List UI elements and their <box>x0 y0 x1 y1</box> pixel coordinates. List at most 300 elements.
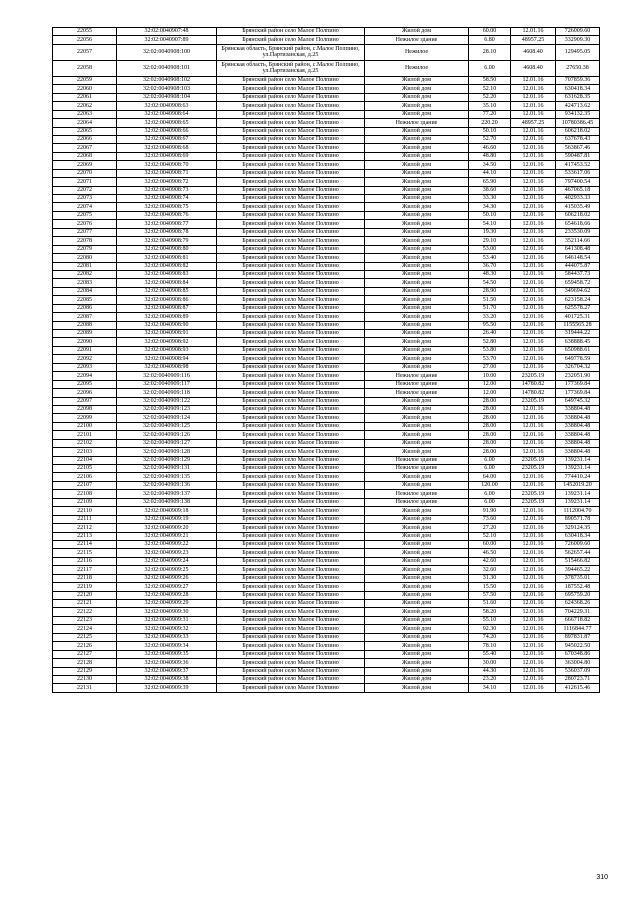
rate-cell: 12.01.16 <box>511 102 556 110</box>
object-type-cell: Нежилое здание <box>365 36 469 44</box>
row-number-cell: 22063 <box>53 110 117 118</box>
area-cell: 48.80 <box>469 152 511 160</box>
value-cell: 338804.48 <box>556 448 600 456</box>
cadastral-number-cell: 32:02:0040908:91 <box>117 330 217 338</box>
row-number-cell: 22105 <box>53 465 117 473</box>
area-cell: 6.00 <box>469 60 511 76</box>
table-row <box>53 254 600 262</box>
object-type-cell: Жилой дом <box>365 338 469 346</box>
table-row <box>53 465 600 473</box>
table-row <box>53 524 600 532</box>
value-cell: 625578.27 <box>556 304 600 312</box>
rate-cell: 12.01.16 <box>511 262 556 270</box>
object-type-cell: Жилой дом <box>365 262 469 270</box>
area-cell: 23.20 <box>469 675 511 683</box>
object-type-cell: Жилой дом <box>365 161 469 169</box>
object-type-cell: Жилой дом <box>365 127 469 135</box>
row-number-cell: 22098 <box>53 405 117 413</box>
row-number-cell: 22107 <box>53 481 117 489</box>
rate-cell: 12.01.16 <box>511 296 556 304</box>
rate-cell: 12.01.16 <box>511 414 556 422</box>
value-cell: 533617.06 <box>556 169 600 177</box>
rate-cell: 12.01.16 <box>511 675 556 683</box>
rate-cell: 4608.40 <box>511 60 556 76</box>
address-cell: Брянский район село Малое Полпино <box>217 220 365 228</box>
address-cell: Брянский район село Малое Полпино <box>217 414 365 422</box>
address-cell: Брянский район село Малое Полпино <box>217 583 365 591</box>
rate-cell: 12.01.16 <box>511 633 556 641</box>
address-cell: Брянский район село Малое Полпино <box>217 304 365 312</box>
table-row <box>53 422 600 430</box>
rate-cell: 12.01.16 <box>511 93 556 101</box>
rate-cell: 12.01.16 <box>511 583 556 591</box>
address-cell: Брянский район село Малое Полпино <box>217 397 365 405</box>
table-row <box>53 76 600 84</box>
row-number-cell: 22131 <box>53 684 117 692</box>
cadastral-number-cell: 32:02:0040909:123 <box>117 405 217 413</box>
cadastral-number-cell: 32:02:0040909:136 <box>117 481 217 489</box>
address-cell: Брянский район село Малое Полпино <box>217 127 365 135</box>
value-cell: 1112004.70 <box>556 507 600 515</box>
row-number-cell: 22129 <box>53 667 117 675</box>
object-type-cell: Жилой дом <box>365 245 469 253</box>
area-cell: 28.00 <box>469 448 511 456</box>
value-cell: 695759.20 <box>556 591 600 599</box>
area-cell: 34.50 <box>469 161 511 169</box>
table-row <box>53 667 600 675</box>
row-number-cell: 22091 <box>53 346 117 354</box>
object-type-cell: Жилой дом <box>365 667 469 675</box>
value-cell: 424713.62 <box>556 102 600 110</box>
object-type-cell: Жилой дом <box>365 557 469 565</box>
value-cell: 139231.14 <box>556 456 600 464</box>
area-cell: 52.80 <box>469 338 511 346</box>
row-number-cell: 22065 <box>53 127 117 135</box>
value-cell: 394465.22 <box>556 566 600 574</box>
rate-cell: 12.01.16 <box>511 287 556 295</box>
rate-cell: 12.01.16 <box>511 659 556 667</box>
cadastral-number-cell: 32:02:0040908:79 <box>117 237 217 245</box>
object-type-cell: Жилой дом <box>365 321 469 329</box>
address-cell: Брянский район село Малое Полпино <box>217 186 365 194</box>
address-cell: Брянский район село Малое Полпино <box>217 566 365 574</box>
row-number-cell: 22092 <box>53 355 117 363</box>
address-cell: Брянский район село Малое Полпино <box>217 608 365 616</box>
table-row <box>53 625 600 633</box>
area-cell: 28.00 <box>469 431 511 439</box>
address-cell: Брянский район село Малое Полпино <box>217 135 365 143</box>
rate-cell: 12.01.16 <box>511 254 556 262</box>
area-cell: 28.10 <box>469 44 511 60</box>
value-cell: 797400.54 <box>556 178 600 186</box>
object-type-cell: Жилой дом <box>365 270 469 278</box>
area-cell: 53.80 <box>469 346 511 354</box>
object-type-cell: Жилой дом <box>365 684 469 692</box>
value-cell: 319444.22 <box>556 330 600 338</box>
table-row <box>53 338 600 346</box>
area-cell: 28.00 <box>469 405 511 413</box>
address-cell: Брянский район село Малое Полпино <box>217 144 365 152</box>
cadastral-number-cell: 32:02:0040909:22 <box>117 540 217 548</box>
cadastral-number-cell: 32:02:0040907:48 <box>117 28 217 36</box>
area-cell: 54.50 <box>469 279 511 287</box>
table-row <box>53 152 600 160</box>
row-number-cell: 22073 <box>53 195 117 203</box>
rate-cell: 12.01.16 <box>511 85 556 93</box>
row-number-cell: 22057 <box>53 44 117 60</box>
value-cell: 774410.24 <box>556 473 600 481</box>
table-row <box>53 245 600 253</box>
cadastral-number-cell: 32:02:0040908:93 <box>117 346 217 354</box>
address-cell: Брянский район село Малое Полпино <box>217 85 365 93</box>
address-cell: Брянский район село Малое Полпино <box>217 532 365 540</box>
cadastral-number-cell: 32:02:0040909:30 <box>117 608 217 616</box>
cadastral-number-cell: 32:02:0040908:81 <box>117 254 217 262</box>
table-row <box>53 515 600 523</box>
table-row <box>53 135 600 143</box>
cadastral-number-cell: 32:02:0040908:103 <box>117 85 217 93</box>
rate-cell: 23205.19 <box>511 465 556 473</box>
table-row <box>53 355 600 363</box>
address-cell: Брянский район село Малое Полпино <box>217 490 365 498</box>
rate-cell: 12.01.16 <box>511 228 556 236</box>
cadastral-number-cell: 32:02:0040909:128 <box>117 448 217 456</box>
table-row <box>53 203 600 211</box>
cadastral-number-cell: 32:02:0040909:25 <box>117 566 217 574</box>
address-cell: Брянский район село Малое Полпино <box>217 245 365 253</box>
cadastral-number-cell: 32:02:0040909:27 <box>117 583 217 591</box>
cadastral-number-cell: 32:02:0040908:85 <box>117 287 217 295</box>
area-cell: 48.30 <box>469 270 511 278</box>
cadastral-number-cell: 32:02:0040908:73 <box>117 186 217 194</box>
cadastral-number-cell: 32:02:0040908:101 <box>117 60 217 76</box>
row-number-cell: 22128 <box>53 659 117 667</box>
row-number-cell: 22069 <box>53 161 117 169</box>
address-cell: Брянский район село Малое Полпино <box>217 540 365 548</box>
rate-cell: 12.01.16 <box>511 540 556 548</box>
cadastral-number-cell: 32:02:0040909:131 <box>117 465 217 473</box>
table-row <box>53 633 600 641</box>
value-cell: 232051.90 <box>556 372 600 380</box>
value-cell: 467065.18 <box>556 186 600 194</box>
table-row <box>53 296 600 304</box>
cadastral-number-cell: 32:02:0040908:98 <box>117 363 217 371</box>
address-cell: Брянский район село Малое Полпино <box>217 616 365 624</box>
cadastral-number-cell: 32:02:0040908:70 <box>117 161 217 169</box>
value-cell: 590487.81 <box>556 152 600 160</box>
table-row <box>53 574 600 582</box>
area-cell: 28.90 <box>469 287 511 295</box>
address-cell: Брянский район село Малое Полпино <box>217 338 365 346</box>
rate-cell: 14780.82 <box>511 389 556 397</box>
value-cell: 1452019.20 <box>556 481 600 489</box>
address-cell: Брянская область, Брянский район, с.Малое Полпино, ул.Партизанская, д.25 <box>217 44 365 60</box>
value-cell: 934132.35 <box>556 110 600 118</box>
table-row <box>53 330 600 338</box>
table-row <box>53 372 600 380</box>
value-cell: 649745.32 <box>556 397 600 405</box>
value-cell: 654618.66 <box>556 220 600 228</box>
table-row <box>53 169 600 177</box>
table-row <box>53 270 600 278</box>
table-row <box>53 178 600 186</box>
value-cell: 707859.36 <box>556 76 600 84</box>
table-row <box>53 456 600 464</box>
cadastral-number-cell: 32:02:0040909:129 <box>117 456 217 464</box>
row-number-cell: 22106 <box>53 473 117 481</box>
table-row <box>53 220 600 228</box>
address-cell: Брянский район село Малое Полпино <box>217 389 365 397</box>
object-type-cell: Жилой дом <box>365 144 469 152</box>
cadastral-number-cell: 32:02:0040909:38 <box>117 675 217 683</box>
rate-cell: 12.01.16 <box>511 169 556 177</box>
value-cell: 338804.48 <box>556 439 600 447</box>
address-cell: Брянский район село Малое Полпино <box>217 498 365 506</box>
address-cell: Брянский район село Малое Полпино <box>217 237 365 245</box>
object-type-cell: Жилой дом <box>365 574 469 582</box>
area-cell: 51.50 <box>469 296 511 304</box>
area-cell: 28.00 <box>469 397 511 405</box>
rate-cell: 12.01.16 <box>511 524 556 532</box>
cadastral-number-cell: 32:02:0040908:65 <box>117 119 217 127</box>
row-number-cell: 22096 <box>53 389 117 397</box>
row-number-cell: 22055 <box>53 28 117 36</box>
object-type-cell: Жилой дом <box>365 211 469 219</box>
address-cell: Брянский район село Малое Полпино <box>217 650 365 658</box>
rate-cell: 12.01.16 <box>511 515 556 523</box>
table-row <box>53 507 600 515</box>
row-number-cell: 22094 <box>53 372 117 380</box>
row-number-cell: 22089 <box>53 330 117 338</box>
row-number-cell: 22068 <box>53 152 117 160</box>
rate-cell: 12.01.16 <box>511 127 556 135</box>
object-type-cell: Жилой дом <box>365 608 469 616</box>
row-number-cell: 22058 <box>53 60 117 76</box>
value-cell: 606218.02 <box>556 211 600 219</box>
object-type-cell: Жилой дом <box>365 296 469 304</box>
rate-cell: 12.01.16 <box>511 439 556 447</box>
area-cell: 51.70 <box>469 304 511 312</box>
object-type-cell: Жилой дом <box>365 616 469 624</box>
value-cell: 646148.54 <box>556 254 600 262</box>
value-cell: 412615.46 <box>556 684 600 692</box>
area-cell: 35.10 <box>469 102 511 110</box>
rate-cell: 23205.19 <box>511 498 556 506</box>
value-cell: 415035.49 <box>556 203 600 211</box>
object-type-cell: Жилой дом <box>365 600 469 608</box>
address-cell: Брянский район село Малое Полпино <box>217 346 365 354</box>
object-type-cell: Жилой дом <box>365 313 469 321</box>
address-cell: Брянский район село Малое Полпино <box>217 211 365 219</box>
address-cell: Брянский район село Малое Полпино <box>217 684 365 692</box>
area-cell: 120.00 <box>469 481 511 489</box>
cadastral-number-cell: 32:02:0040908:92 <box>117 338 217 346</box>
value-cell: 352114.66 <box>556 237 600 245</box>
area-cell: 60.00 <box>469 28 511 36</box>
table-row <box>53 85 600 93</box>
area-cell: 52.20 <box>469 93 511 101</box>
address-cell: Брянский район село Малое Полпино <box>217 481 365 489</box>
value-cell: 326704.32 <box>556 363 600 371</box>
table-row <box>53 389 600 397</box>
row-number-cell: 22118 <box>53 574 117 582</box>
area-cell: 91.90 <box>469 507 511 515</box>
cadastral-number-cell: 32:02:0040908:69 <box>117 152 217 160</box>
area-cell: 44.10 <box>469 169 511 177</box>
object-type-cell: Нежилое <box>365 44 469 60</box>
row-number-cell: 22061 <box>53 93 117 101</box>
cadastral-number-cell: 32:02:0040908:83 <box>117 270 217 278</box>
value-cell: 363004.80 <box>556 659 600 667</box>
value-cell: 338804.48 <box>556 414 600 422</box>
row-number-cell: 22060 <box>53 85 117 93</box>
cadastral-number-cell: 32:02:0040908:72 <box>117 178 217 186</box>
table-row <box>53 102 600 110</box>
object-type-cell: Жилой дом <box>365 279 469 287</box>
rate-cell: 12.01.16 <box>511 220 556 228</box>
cadastral-number-cell: 32:02:0040909:21 <box>117 532 217 540</box>
area-cell: 53.70 <box>469 355 511 363</box>
rate-cell: 12.01.16 <box>511 616 556 624</box>
object-type-cell: Жилой дом <box>365 135 469 143</box>
area-cell: 54.10 <box>469 220 511 228</box>
rate-cell: 23205.19 <box>511 372 556 380</box>
value-cell: 649778.59 <box>556 355 600 363</box>
row-number-cell: 22127 <box>53 650 117 658</box>
object-type-cell: Жилой дом <box>365 195 469 203</box>
address-cell: Брянский район село Малое Полпино <box>217 675 365 683</box>
cadastral-number-cell: 32:02:0040908:94 <box>117 355 217 363</box>
area-cell: 6.80 <box>469 36 511 44</box>
table-row <box>53 110 600 118</box>
area-cell: 19.30 <box>469 228 511 236</box>
address-cell: Брянский район село Малое Полпино <box>217 330 365 338</box>
cadastral-number-cell: 32:02:0040908:75 <box>117 203 217 211</box>
value-cell: 562657.44 <box>556 549 600 557</box>
value-cell: 670348.86 <box>556 650 600 658</box>
row-number-cell: 22086 <box>53 304 117 312</box>
area-cell: 34.10 <box>469 684 511 692</box>
object-type-cell: Жилой дом <box>365 439 469 447</box>
value-cell: 659458.72 <box>556 279 600 287</box>
cadastral-number-cell: 32:02:0040909:116 <box>117 372 217 380</box>
address-cell: Брянский район село Малое Полпино <box>217 557 365 565</box>
table-row <box>53 532 600 540</box>
area-cell: 53.00 <box>469 245 511 253</box>
area-cell: 34.30 <box>469 203 511 211</box>
area-cell: 50.10 <box>469 211 511 219</box>
object-type-cell: Жилой дом <box>365 237 469 245</box>
address-cell: Брянский район село Малое Полпино <box>217 574 365 582</box>
value-cell: 630418.34 <box>556 85 600 93</box>
address-cell: Брянский район село Малое Полпино <box>217 600 365 608</box>
cadastral-number-cell: 32:02:0040909:37 <box>117 667 217 675</box>
table-row <box>53 608 600 616</box>
object-type-cell: Жилой дом <box>365 203 469 211</box>
area-cell: 26.40 <box>469 330 511 338</box>
value-cell: 177369.84 <box>556 389 600 397</box>
object-type-cell: Жилой дом <box>365 414 469 422</box>
row-number-cell: 22124 <box>53 625 117 633</box>
area-cell: 27.00 <box>469 363 511 371</box>
object-type-cell: Жилой дом <box>365 220 469 228</box>
rate-cell: 12.01.16 <box>511 144 556 152</box>
address-cell: Брянский район село Малое Полпино <box>217 28 365 36</box>
row-number-cell: 22087 <box>53 313 117 321</box>
value-cell: 401725.31 <box>556 313 600 321</box>
object-type-cell: Жилой дом <box>365 254 469 262</box>
row-number-cell: 22064 <box>53 119 117 127</box>
row-number-cell: 22116 <box>53 557 117 565</box>
rate-cell: 12.01.16 <box>511 422 556 430</box>
object-type-cell: Жилой дом <box>365 346 469 354</box>
cadastral-number-cell: 32:02:0040909:34 <box>117 642 217 650</box>
object-type-cell: Жилой дом <box>365 515 469 523</box>
row-number-cell: 22103 <box>53 448 117 456</box>
area-cell: 77.20 <box>469 110 511 118</box>
table-row <box>53 127 600 135</box>
cadastral-number-cell: 32:02:0040908:68 <box>117 144 217 152</box>
object-type-cell: Жилой дом <box>365 405 469 413</box>
row-number-cell: 22078 <box>53 237 117 245</box>
cadastral-number-cell: 32:02:0040908:80 <box>117 245 217 253</box>
value-cell: 280723.71 <box>556 675 600 683</box>
object-type-cell: Жилой дом <box>365 422 469 430</box>
object-type-cell: Жилой дом <box>365 85 469 93</box>
object-type-cell: Жилой дом <box>365 228 469 236</box>
area-cell: 28.00 <box>469 414 511 422</box>
address-cell: Брянский район село Малое Полпино <box>217 380 365 388</box>
row-number-cell: 22112 <box>53 524 117 532</box>
value-cell: 329124.35 <box>556 524 600 532</box>
area-cell: 36.70 <box>469 262 511 270</box>
row-number-cell: 22071 <box>53 178 117 186</box>
value-cell: 1155565.28 <box>556 321 600 329</box>
cadastral-number-cell: 32:02:0040908:66 <box>117 127 217 135</box>
object-type-cell: Жилой дом <box>365 540 469 548</box>
value-cell: 704229.31 <box>556 608 600 616</box>
cadastral-number-cell: 32:02:0040907:89 <box>117 36 217 44</box>
table-row <box>53 549 600 557</box>
cadastral-number-cell: 32:02:0040909:117 <box>117 380 217 388</box>
object-type-cell: Жилой дом <box>365 633 469 641</box>
address-cell: Брянский район село Малое Полпино <box>217 431 365 439</box>
table-row <box>53 566 600 574</box>
cadastral-number-cell: 32:02:0040909:36 <box>117 659 217 667</box>
cadastral-number-cell: 32:02:0040909:19 <box>117 515 217 523</box>
rate-cell: 12.01.16 <box>511 363 556 371</box>
area-cell: 31.30 <box>469 574 511 582</box>
area-cell: 46.60 <box>469 144 511 152</box>
address-cell: Брянский район село Малое Полпино <box>217 355 365 363</box>
cadastral-number-cell: 32:02:0040909:39 <box>117 684 217 692</box>
cadastral-number-cell: 32:02:0040908:63 <box>117 102 217 110</box>
rate-cell: 12.01.16 <box>511 110 556 118</box>
area-cell: 58.50 <box>469 76 511 84</box>
rate-cell: 12.01.16 <box>511 346 556 354</box>
row-number-cell: 22056 <box>53 36 117 44</box>
address-cell: Брянский район село Малое Полпино <box>217 161 365 169</box>
cadastral-number-cell: 32:02:0040908:102 <box>117 76 217 84</box>
cadastral-number-cell: 32:02:0040908:104 <box>117 93 217 101</box>
rate-cell: 12.01.16 <box>511 650 556 658</box>
cadastral-number-cell: 32:02:0040909:32 <box>117 625 217 633</box>
object-type-cell: Нежилое здание <box>365 456 469 464</box>
address-cell: Брянский район село Малое Полпино <box>217 667 365 675</box>
row-number-cell: 22067 <box>53 144 117 152</box>
value-cell: 1116844.77 <box>556 625 600 633</box>
area-cell: 29.10 <box>469 237 511 245</box>
